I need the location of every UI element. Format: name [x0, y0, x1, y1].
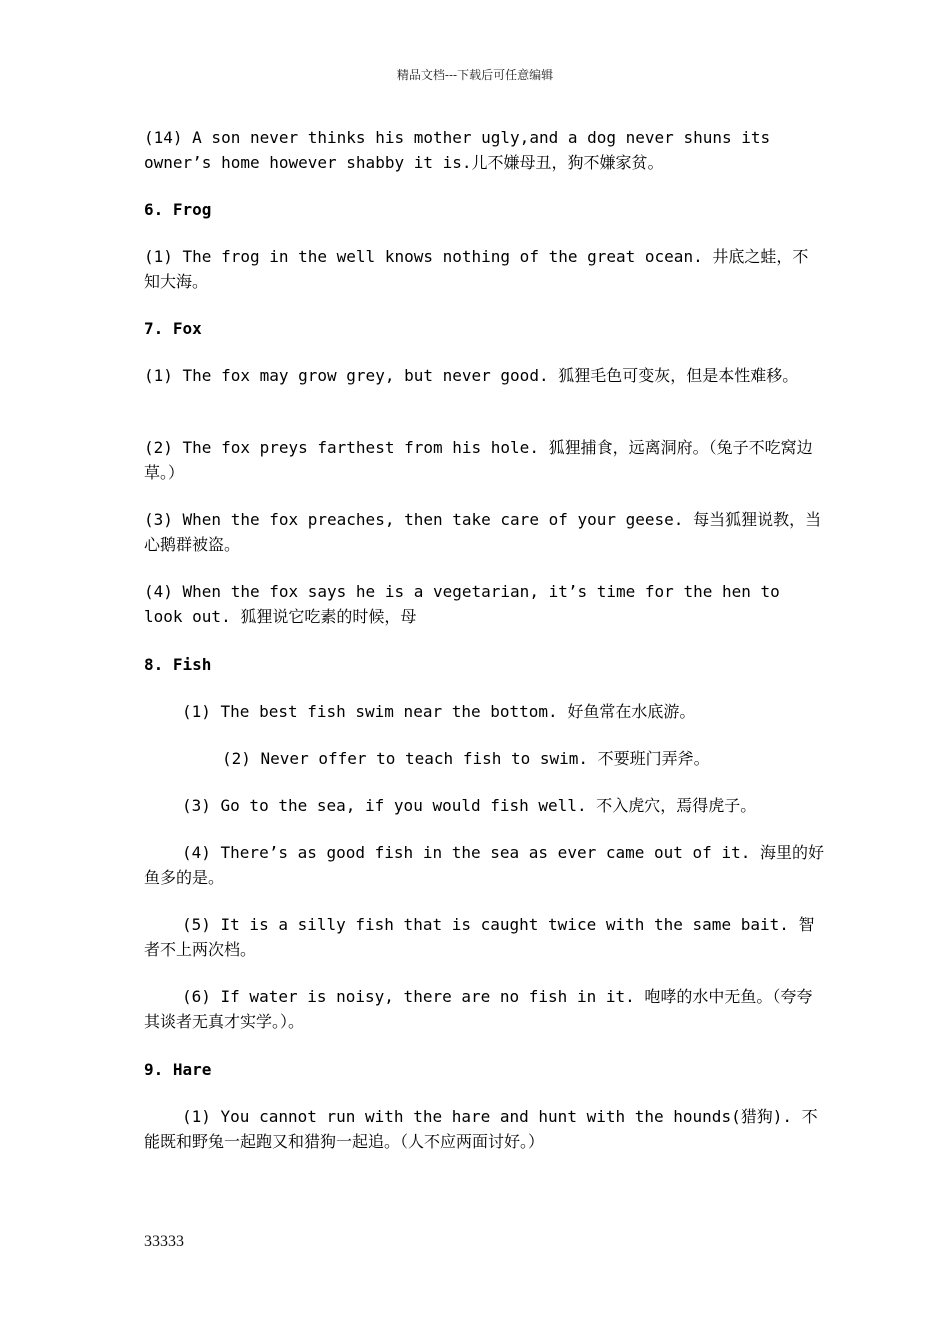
proverb-paragraph: (2) The fox preys farthest from his hole. 狐狸捕食，远离洞府。（兔子不吃窝边草。） [144, 438, 813, 482]
proverb-paragraph: (3) Go to the sea, if you would fish well. 不入虎穴，焉得虎子。 [182, 796, 757, 815]
proverb-paragraph: (3) When the fox preaches, then take care of your geese. 每当狐狸说教，当心鹅群被盗。 [144, 510, 822, 554]
section-heading: 9. Hare [144, 1060, 212, 1079]
proverb-paragraph: (14) A son never thinks his mother ugly,and a dog never shuns its owner’s home however shabby it is.儿不嫌母丑，狗不嫌家贫。 [144, 128, 771, 172]
page-header: 精品文档---下载后可任意编辑 [396, 68, 554, 82]
proverb-paragraph: (4) When the fox says he is a vegetarian, it’s time for the hen to look out. 狐狸说它吃素的时候，母 [144, 582, 780, 626]
proverb-paragraph: (1) The best fish swim near the bottom. 好鱼常在水底游。 [182, 702, 696, 721]
proverb-paragraph: (5) It is a silly fish that is caught twice with the same bait. 智者不上两次档。 [144, 915, 815, 959]
page-footer: 33333 [144, 1233, 184, 1250]
proverb-paragraph: (2) Never offer to teach fish to swim. 不要班门弄斧。 [222, 749, 710, 768]
section-heading: 7. Fox [144, 319, 202, 338]
section-heading: 8. Fish [144, 655, 212, 674]
proverb-paragraph: (6) If water is noisy, there are no fish in it. 咆哮的水中无鱼。（夸夸其谈者无真才实学。）。 [144, 987, 813, 1031]
section-heading: 6. Frog [144, 200, 212, 219]
proverb-paragraph: (1) The frog in the well knows nothing of the great ocean. 井底之蛙，不知大海。 [144, 247, 809, 291]
proverb-paragraph: (1) The fox may grow grey, but never good. 狐狸毛色可变灰，但是本性难移。 [144, 366, 799, 385]
proverb-paragraph: (1) You cannot run with the hare and hunt with the hounds(猎狗). 不能既和野兔一起跑又和猎狗一起追。（人不应两面讨好。） [144, 1107, 818, 1151]
proverb-paragraph: (4) There’s as good fish in the sea as ever came out of it. 海里的好鱼多的是。 [144, 843, 824, 887]
